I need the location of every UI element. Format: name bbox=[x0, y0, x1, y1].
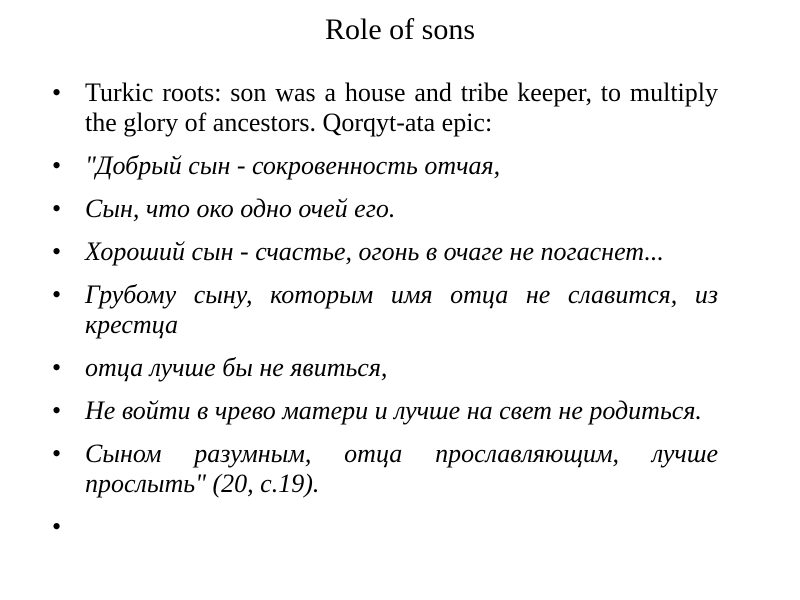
bullet-text: Не войти в чрево матери и лучше на свет не родиться. bbox=[85, 396, 702, 425]
bullet-text: Сын, что око одно очей его. bbox=[85, 194, 396, 223]
bullet-dot-icon: • bbox=[52, 396, 62, 425]
bullet-dot-icon: • bbox=[52, 439, 62, 468]
bullet-item-8 bbox=[52, 439, 718, 499]
bullet-dot-icon: • bbox=[52, 151, 62, 180]
bullet-text: "Добрый сын - сокровенность отчая, bbox=[85, 151, 501, 180]
bullet-text: отца лучше бы не явиться, bbox=[85, 353, 388, 382]
bullet-dot-icon: • bbox=[52, 353, 62, 382]
bullet-item-4 bbox=[52, 237, 718, 267]
bullet-dot-icon: • bbox=[52, 194, 62, 223]
bullet-item-6 bbox=[52, 353, 718, 383]
bullet-item-7 bbox=[52, 396, 718, 426]
bullet-text: Грубому сыну, которым имя отца не славится, из крестца bbox=[85, 280, 718, 339]
bullet-list bbox=[52, 78, 718, 555]
bullet-text: Turkic roots: son was a house and tribe keeper, to multiply the glory of ancestors. Qorqyt-ata epic: bbox=[85, 78, 718, 137]
bullet-item-1 bbox=[52, 78, 718, 138]
bullet-item-2 bbox=[52, 151, 718, 181]
bullet-item-3 bbox=[52, 194, 718, 224]
slide-title: Role of sons bbox=[325, 13, 475, 46]
bullet-text: Хороший сын - счастье, огонь в очаге не погаснет... bbox=[85, 237, 664, 266]
bullet-item-5 bbox=[52, 280, 718, 340]
bullet-item-9 bbox=[52, 512, 718, 542]
bullet-dot-icon: • bbox=[52, 512, 62, 541]
bullet-dot-icon: • bbox=[52, 78, 62, 107]
bullet-text: Сыном разумным, отца прославляющим, лучше прослыть" (20, с.19). bbox=[85, 439, 718, 498]
bullet-dot-icon: • bbox=[52, 237, 62, 266]
bullet-dot-icon: • bbox=[52, 280, 62, 309]
